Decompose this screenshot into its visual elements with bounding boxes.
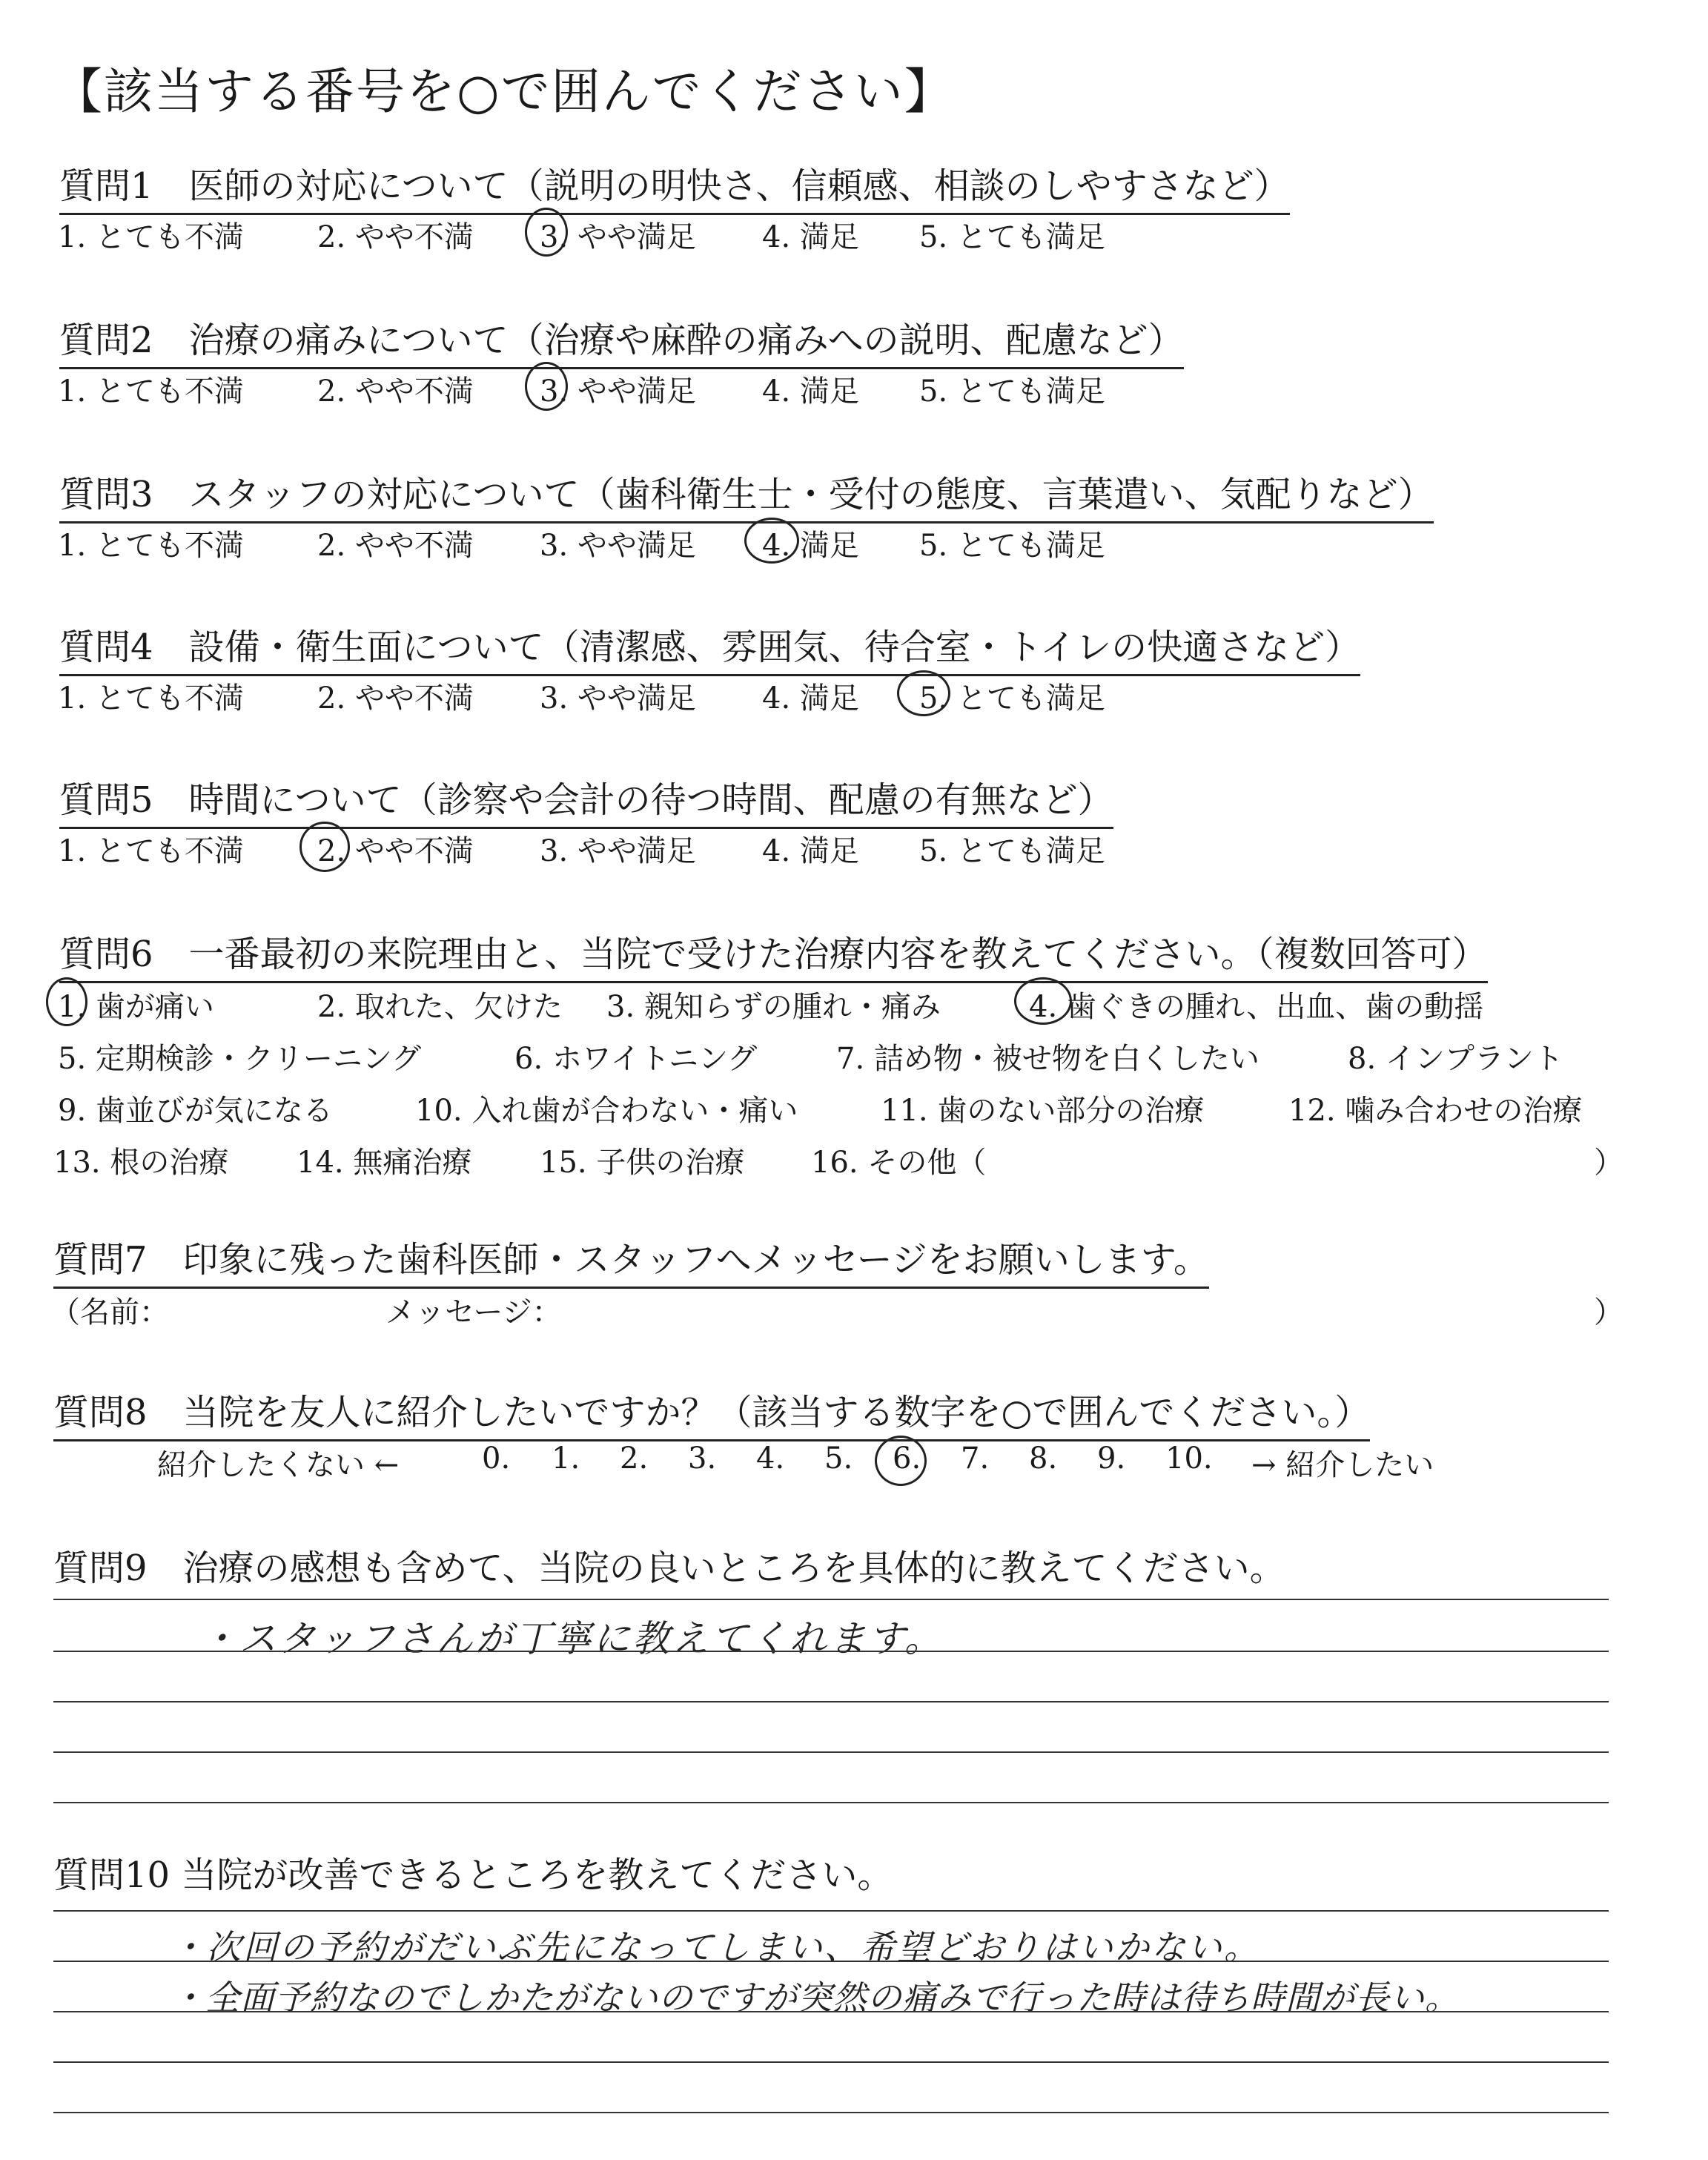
q6-selected-circle-4: [1014, 977, 1072, 1025]
q8-selected-circle: [875, 1436, 927, 1486]
q10-answer-line-2: [53, 1961, 1609, 1962]
q1-option-4[interactable]: 4. 満足: [762, 220, 859, 254]
q8-value-7[interactable]: 7.: [961, 1441, 990, 1476]
q8-value-4[interactable]: 4.: [756, 1441, 785, 1476]
q9-answer-line-5: [53, 1802, 1609, 1803]
q6-option-9[interactable]: 9. 歯並びが気になる: [58, 1094, 333, 1128]
q8-left-label: 紹介したくない ←: [157, 1448, 400, 1482]
q8-value-0[interactable]: 0.: [482, 1441, 511, 1476]
q2-option-4[interactable]: 4. 満足: [762, 374, 859, 409]
q6-option-1[interactable]: 1. 歯が痛い: [58, 990, 214, 1024]
q5-option-1[interactable]: 1. とても不満: [58, 834, 244, 868]
q3-option-1[interactable]: 1. とても不満: [58, 529, 244, 563]
q4-option-1[interactable]: 1. とても不満: [58, 681, 244, 716]
q8-value-3[interactable]: 3.: [688, 1441, 717, 1476]
q10-answer-line-5: [53, 2112, 1609, 2113]
question-3-heading: 質問3 スタッフの対応について（歯科衛生士・受付の態度、言葉遣い、気配りなど）: [59, 466, 1434, 524]
q8-value-1[interactable]: 1.: [552, 1441, 580, 1476]
q5-selected-circle: [299, 822, 350, 872]
q3-option-2[interactable]: 2. やや不満: [317, 529, 474, 563]
q1-selected-circle: [525, 208, 568, 257]
q9-answer-line-2: [53, 1651, 1609, 1652]
q6-option-15[interactable]: 15. 子供の治療: [540, 1146, 745, 1180]
q8-value-9[interactable]: 9.: [1097, 1441, 1126, 1476]
q1-option-1[interactable]: 1. とても不満: [58, 220, 244, 254]
q10-answer-line-1: [53, 1910, 1609, 1912]
question-9-heading: 質問9 治療の感想も含めて、当院の良いところを具体的に教えてください。: [53, 1548, 1285, 1589]
q8-value-6[interactable]: 6.: [893, 1441, 921, 1476]
q5-option-3[interactable]: 3. やや満足: [540, 834, 696, 868]
question-5-heading: 質問5 時間について（診察や会計の待つ時間、配慮の有無など）: [59, 771, 1113, 829]
question-2-heading: 質問2 治療の痛みについて（治療や麻酔の痛みへの説明、配慮など）: [59, 311, 1184, 369]
question-10-heading: 質問10 当院が改善できるところを教えてください。: [53, 1855, 893, 1896]
q2-option-3[interactable]: 3. やや満足: [540, 374, 696, 409]
q6-option-14[interactable]: 14. 無痛治療: [297, 1146, 472, 1180]
q3-option-4[interactable]: 4. 満足: [762, 529, 859, 563]
q7-close-paren: ）: [1594, 1295, 1623, 1330]
q10-answer-line-4: [53, 2061, 1609, 2063]
q9-answer-line-1: [53, 1599, 1609, 1600]
q6-option-10[interactable]: 10. 入れ歯が合わない・痛い: [415, 1094, 798, 1128]
q9-answer-1[interactable]: ・スタッフさんが丁寧に教えてくれます。: [200, 1617, 944, 1660]
q8-value-8[interactable]: 8.: [1029, 1441, 1058, 1476]
q8-right-label: → 紹介したい: [1251, 1448, 1434, 1482]
q7-name-label: （名前：: [50, 1295, 169, 1330]
q8-value-2[interactable]: 2.: [620, 1441, 649, 1476]
q8-value-5[interactable]: 5.: [824, 1441, 853, 1476]
q2-option-1[interactable]: 1. とても不満: [58, 374, 244, 409]
q6-option-16[interactable]: 16. その他（: [811, 1146, 987, 1180]
q4-selected-circle: [897, 670, 950, 716]
q2-option-5[interactable]: 5. とても満足: [919, 374, 1105, 409]
q6-option-12[interactable]: 12. 噛み合わせの治療: [1288, 1094, 1583, 1128]
q4-option-2[interactable]: 2. やや不満: [317, 681, 474, 716]
q7-message-label: メッセージ：: [385, 1295, 562, 1330]
q6-option-3[interactable]: 3. 親知らずの腫れ・痛み: [606, 990, 941, 1024]
q3-option-3[interactable]: 3. やや満足: [540, 529, 696, 563]
q1-option-5[interactable]: 5. とても満足: [919, 220, 1105, 254]
question-4-heading: 質問4 設備・衛生面について（清潔感、雰囲気、待合室・トイレの快適さなど）: [59, 618, 1360, 676]
q4-option-4[interactable]: 4. 満足: [762, 681, 859, 716]
q8-value-10[interactable]: 10.: [1165, 1441, 1213, 1476]
question-8-heading: 質問8 当院を友人に紹介したいですか？（該当する数字を○で囲んでください。）: [53, 1384, 1370, 1441]
q6-selected-circle-1: [46, 977, 87, 1026]
page-title: 【該当する番号を○で囲んでください】: [53, 63, 955, 120]
q4-option-3[interactable]: 3. やや満足: [540, 681, 696, 716]
q6-option-8[interactable]: 8. インプラント: [1348, 1042, 1563, 1076]
q6-option-6[interactable]: 6. ホワイトニング: [514, 1042, 758, 1076]
q3-option-5[interactable]: 5. とても満足: [919, 529, 1105, 563]
q2-selected-circle: [525, 362, 568, 411]
q6-option-7[interactable]: 7. 詰め物・被せ物を白くしたい: [836, 1042, 1260, 1076]
q6-option-2[interactable]: 2. 取れた、欠けた: [317, 990, 563, 1024]
q6-option-11[interactable]: 11. 歯のない部分の治療: [881, 1094, 1205, 1128]
q2-option-2[interactable]: 2. やや不満: [317, 374, 474, 409]
q5-option-4[interactable]: 4. 満足: [762, 834, 859, 868]
question-6-heading: 質問6 一番最初の来院理由と、当院で受けた治療内容を教えてください。（複数回答可）: [59, 925, 1488, 983]
q1-option-2[interactable]: 2. やや不満: [317, 220, 474, 254]
q6-other-close-paren: ）: [1594, 1146, 1623, 1180]
q4-option-5[interactable]: 5. とても満足: [919, 681, 1105, 716]
question-1-heading: 質問1 医師の対応について（説明の明快さ、信頼感、相談のしやすさなど）: [59, 157, 1290, 215]
q6-option-5[interactable]: 5. 定期検診・クリーニング: [58, 1042, 422, 1076]
q9-answer-line-4: [53, 1751, 1609, 1753]
q10-answer-line-3: [53, 2011, 1609, 2012]
q10-answer-2[interactable]: ・全面予約なのでしかたがないのですが突然の痛みで行った時は待ち時間が長い。: [171, 1978, 1460, 2018]
q5-option-2[interactable]: 2. やや不満: [317, 834, 474, 868]
q1-option-3[interactable]: 3. やや満足: [540, 220, 696, 254]
q5-option-5[interactable]: 5. とても満足: [919, 834, 1105, 868]
q9-answer-line-3: [53, 1701, 1609, 1702]
q3-selected-circle: [744, 518, 799, 564]
q6-option-4[interactable]: 4. 歯ぐきの腫れ、出血、歯の動揺: [1029, 990, 1484, 1024]
q6-option-13[interactable]: 13. 根の治療: [53, 1146, 229, 1180]
question-7-heading: 質問7 印象に残った歯科医師・スタッフへメッセージをお願いします。: [53, 1231, 1209, 1289]
q10-answer-1[interactable]: ・次回の予約がだいぶ先になってしまい、希望どおりはいかない。: [171, 1927, 1260, 1967]
